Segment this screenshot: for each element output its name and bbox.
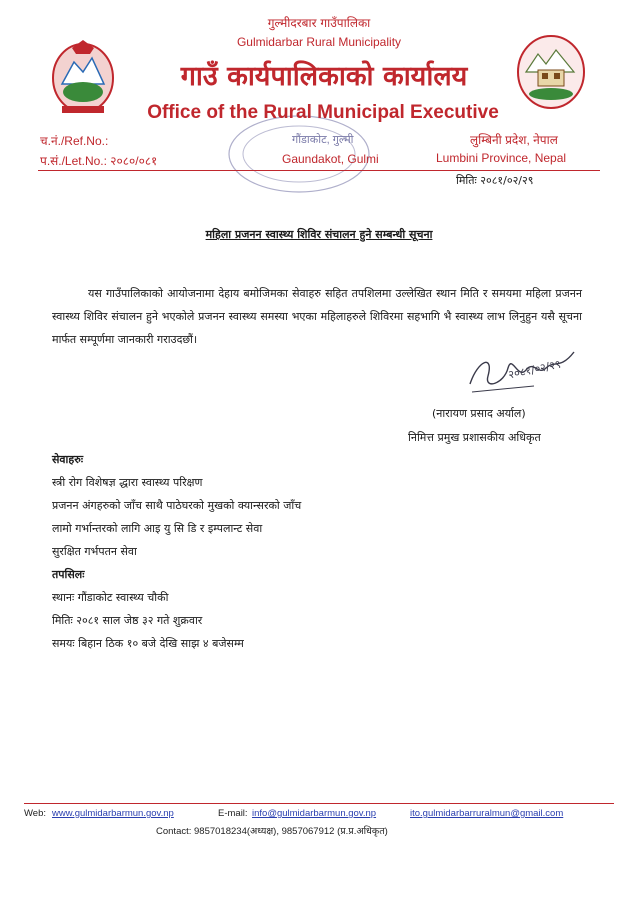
service-item: लामो गर्भान्तरको लागि आइ यु सि डि र इम्पलान्ट सेवा [52,522,263,535]
signer-title: निमित्त प्रमुख प्रशासकीय अधिकृत [408,431,541,444]
website-link[interactable]: www.gulmidarbarmun.gov.np [52,808,174,819]
office-title-np: गाउँ कार्यपालिकाको कार्यालय [180,61,468,92]
details-heading: तपसिलः [52,568,85,581]
province-np: लुम्बिनी प्रदेश, नेपाल [470,133,558,147]
province-en: Lumbini Province, Nepal [436,151,567,165]
detail-location: स्थानः गौंडाकोट स्वास्थ्य चौकी [52,591,169,604]
stamp-text: गौंडाकोट, गुल्मी [292,134,354,146]
municipality-name-en: Gulmidarbar Rural Municipality [236,35,402,49]
email-link-info[interactable]: info@gulmidarbarmun.gov.np [252,808,377,819]
municipality-name-np: गुल्मीदरबार गाउँपालिका [267,16,371,30]
signature-date: २०८१/०२/२९ [507,357,562,382]
footer-contact: Contact: 9857018234(अध्यक्ष), 9857067912 (प्र.प्र.अधिकृत) [156,826,388,837]
ref-no: च.नं./Ref.No.: [40,134,109,148]
notice-body-text: यस गाउँपालिकाको आयोजनामा देहाय बमोजिमका सेवाहरु सहित तपशिलमा उल्लेखित स्थान मिति र समयमा महिला प्रजनन स्वास्थ्य शिविर संचालन हुने भएकोले प्रजनन स्वास्थ्य समस्या भएका महिलाहरुले शिविरमा सहभागि भै स्वास्थ्य लाभ लिनुहुन यसै सूचना मार्फत सम्पूर्णमा जानकारी गराउदछौं। [52,287,582,346]
service-item: सुरक्षित गर्भपतन सेवा [52,545,137,558]
detail-date: मितिः २०८१ साल जेष्ठ ३२ गते शुक्रवार [52,614,203,627]
service-item: स्त्री रोग विशेषज्ञ द्धारा स्वास्थ्य परिक्षण [52,476,203,489]
letter-date: मितिः २०८१/०२/२९ [456,174,534,187]
letter-no: प.सं./Let.No.: २०८०/०८१ [40,154,158,168]
header-divider [38,170,600,171]
notice-subject: महिला प्रजनन स्वास्थ्य शिविर संचालन हुने सम्बन्धी सूचना [205,228,433,241]
office-title-en: Office of the Rural Municipal Executive [147,102,499,123]
services-heading: सेवाहरुः [52,453,84,466]
detail-time: समयः बिहान ठिक १० बजे देखि साझ ४ बजेसम्म [52,637,244,650]
footer-divider [24,803,614,804]
footer-email-label: E-mail: [218,808,248,819]
office-location: Gaundakot, Gulmi [282,152,379,166]
signer-name: (नारायण प्रसाद अर्याल) [432,407,526,420]
footer-web-label: Web: [24,808,47,819]
service-item: प्रजनन अंगहरुको जाँच साथै पाठेघरको मुखको क्यान्सरको जाँच [52,499,302,512]
email-link-ito[interactable]: ito.gulmidarbarruralmun@gmail.com [410,808,564,819]
